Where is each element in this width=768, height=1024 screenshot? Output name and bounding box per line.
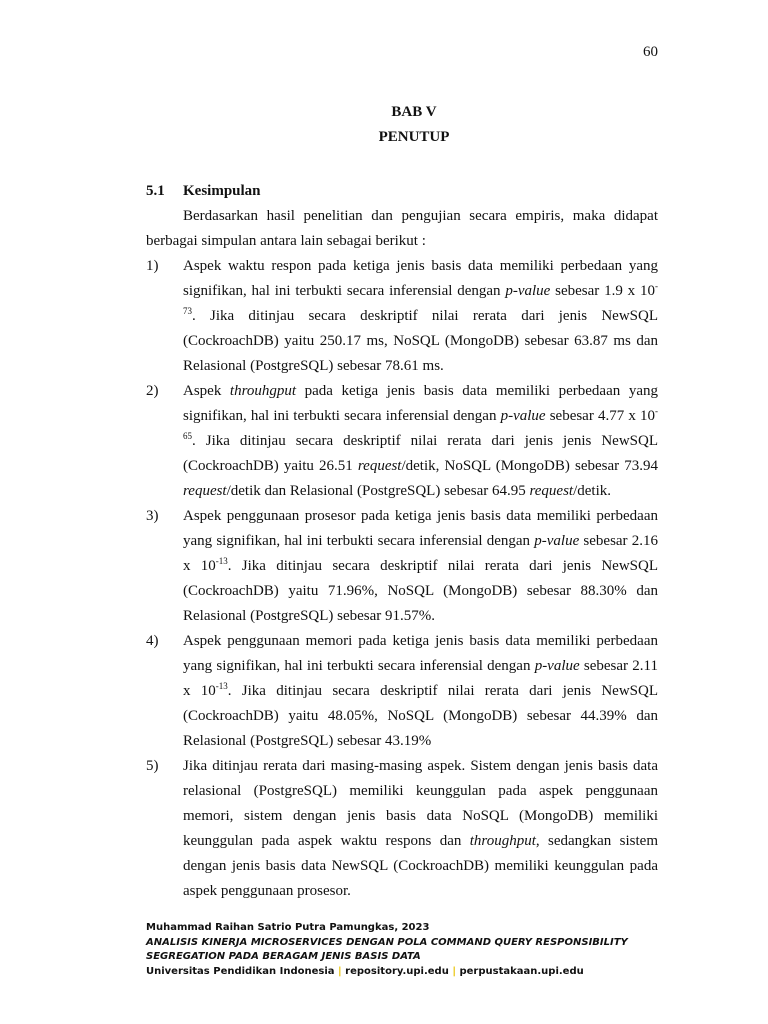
chapter-label: BAB V — [391, 104, 437, 120]
footer-university: Universitas Pendidikan Indonesia — [146, 965, 335, 977]
list-item-text: Aspek waktu respon pada ketiga jenis basis data memiliki perbedaan yang signifikan, hal ini terbukti secara inferensial dengan p-value sebesar 1.9 x $10^{-73}$. Jika ditinjau secara deskriptif nilai rerata dari jenis NewSQL (CockroachDB) yaitu 250.17 ms, NoSQL (MongoDB) sebesar 63.87 ms dan Relasional (PostgreSQL) sebesar 78.61 ms. — [183, 258, 658, 374]
list-marker: 4) — [146, 633, 159, 649]
footer-title-line2: SEGREGATION PADA BERAGAM JENIS BASIS DATA — [146, 951, 421, 962]
footer-author: Muhammad Raihan Satrio Putra Pamungkas, 2023 — [146, 922, 430, 933]
list-item-text: Aspek throuhgput pada ketiga jenis basis data memiliki perbedaan yang signifikan, hal ini terbukti secara inferensial dengan p-value sebesar 4.77 x $10^{-65}$. Jika ditinjau secara deskriptif nilai rerata dari jenis jenis NewSQL (CockroachDB) yaitu 26.51 request/detik, NoSQL (MongoDB) sebesar 73.94 request/detik dan Relasional (PostgreSQL) sebesar 64.95 request/detik. — [183, 383, 658, 499]
list-marker: 2) — [146, 383, 159, 399]
list-item — [146, 754, 658, 904]
list-marker: 3) — [146, 508, 159, 524]
intro-paragraph: Berdasarkan hasil penelitian dan pengujian secara empiris, maka didapat berbagai simpulan antara lain sebagai berikut : — [146, 208, 658, 249]
list-item — [146, 629, 658, 754]
list-item-text: Aspek penggunaan prosesor pada ketiga jenis basis data memiliki perbedaan yang signifikan, hal ini terbukti secara inferensial dengan p-value sebesar 2.16 x $10^{-13}$. Jika ditinjau secara deskriptif nilai rerata dari jenis NewSQL (CockroachDB) yaitu 71.96%, NoSQL (MongoDB) sebesar 88.30% dan Relasional (PostgreSQL) sebesar 91.57%. — [183, 508, 659, 624]
chapter-title: PENUTUP — [378, 129, 450, 145]
section-title: Kesimpulan — [183, 183, 261, 199]
list-item — [146, 504, 658, 629]
footer-title-line1: ANALISIS KINERJA MICROSERVICES DENGAN POLA COMMAND QUERY RESPONSIBILITY — [146, 936, 628, 948]
list-item — [146, 379, 658, 504]
footer-repository-link[interactable]: repository.upi.edu — [345, 965, 449, 977]
footer-library-link[interactable]: perpustakaan.upi.edu — [459, 965, 584, 977]
section-number: 5.1 — [146, 183, 165, 199]
list-item-text: Aspek penggunaan memori pada ketiga jenis basis data memiliki perbedaan yang signifikan, hal ini terbukti secara inferensial dengan p-value sebesar 2.11 x $10^{-13}$. Jika ditinjau secara deskriptif nilai rerata dari jenis NewSQL (CockroachDB) yaitu 48.05%, NoSQL (MongoDB) sebesar 44.39% dan Relasional (PostgreSQL) sebesar 43.19% — [183, 633, 659, 749]
footer-separator: | — [452, 965, 456, 977]
page-footer — [146, 921, 706, 979]
section-heading — [146, 179, 658, 204]
list-marker: 1) — [146, 258, 159, 274]
list-marker: 5) — [146, 758, 159, 774]
page-number: 60 — [643, 44, 658, 60]
list-item — [146, 254, 658, 379]
footer-separator: | — [338, 965, 342, 977]
footer-links — [146, 965, 706, 980]
document-body — [146, 179, 658, 904]
list-item-text: Jika ditinjau rerata dari masing-masing aspek. Sistem dengan jenis basis data relasional (PostgreSQL) memiliki keunggulan pada aspek penggunaan memori, sistem dengan jenis basis data NoSQL (MongoDB) memiliki keunggulan pada aspek waktu respons dan throughput, sedangkan sistem dengan jenis basis data NewSQL (CockroachDB) memiliki keunggulan pada aspek penggunaan prosesor. — [183, 758, 658, 899]
